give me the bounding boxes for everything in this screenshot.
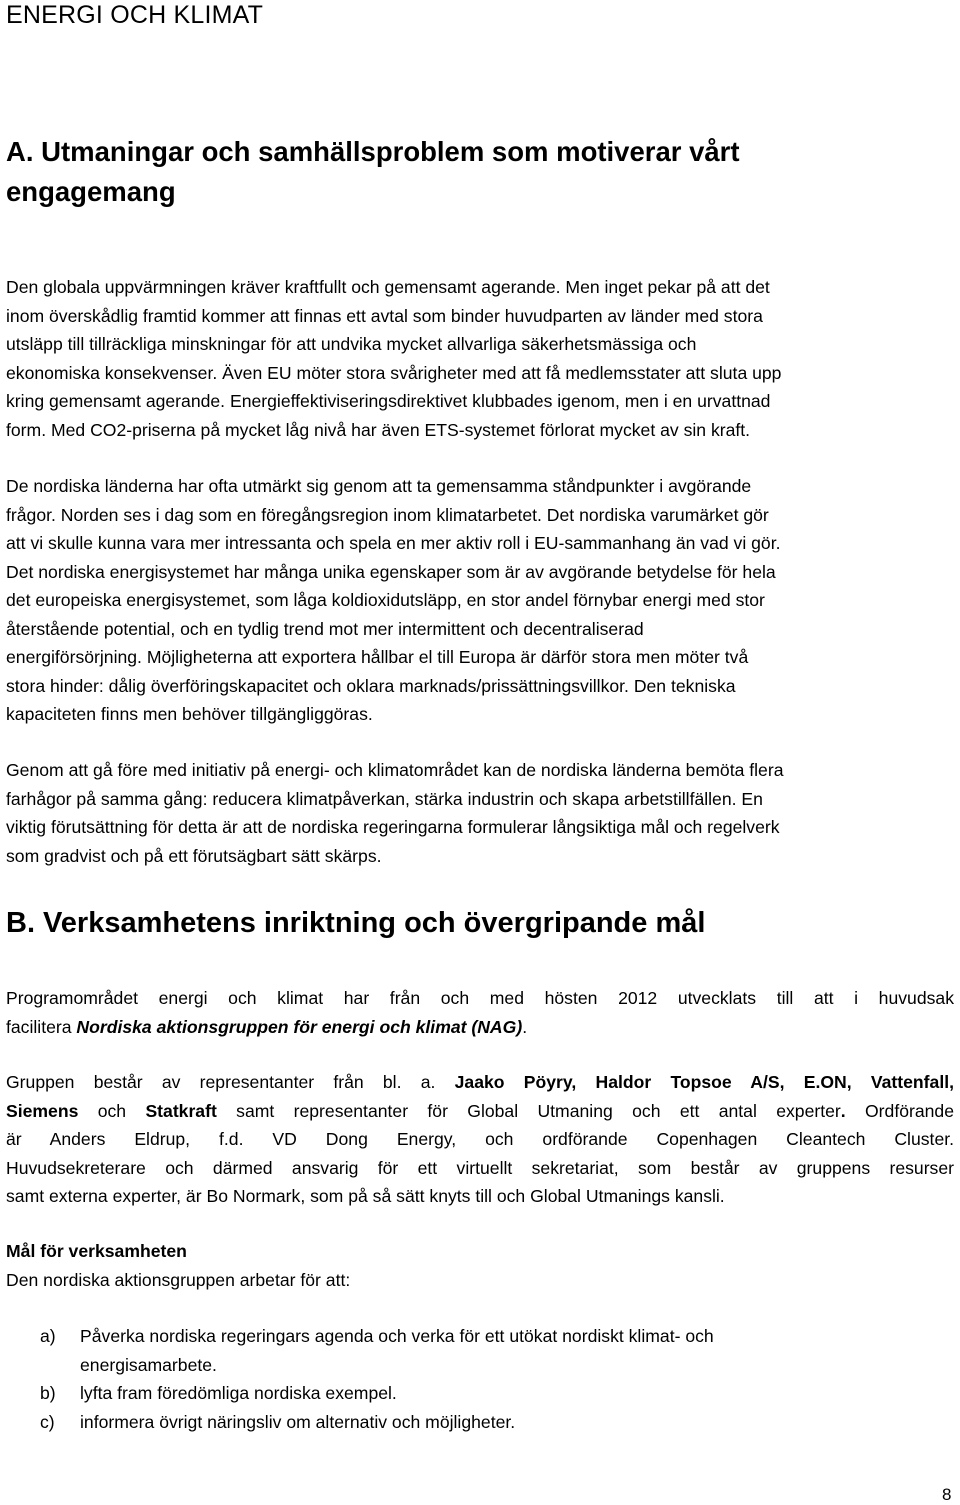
- goals-intro: Den nordiska aktionsgruppen arbetar för att:: [6, 1269, 351, 1290]
- text-line: Huvudsekreterare och därmed ansvarig för ett virtuellt sekretariat, som består av gruppens resurser: [6, 1157, 954, 1178]
- text-line: Det nordiska energisystemet har många unika egenskaper som är av avgörande betydelse för hela: [6, 561, 776, 582]
- member-companies: Jaako Pöyry, Haldor Topsoe A/S, E.ON, Vattenfall,: [454, 1072, 954, 1092]
- text-line: [6, 1097, 954, 1126]
- text-line: ekonomiska konsekvenser. Även EU möter stora svårigheter med att få medlemsstater att sluta upp: [6, 362, 782, 383]
- section-b-paragraph-1: [6, 984, 954, 1041]
- text-line: det europeiska energisystemet, som låga koldioxidutsläpp, en stor andel förnybar energi med stor: [6, 590, 765, 610]
- text-line: viktig förutsättning för detta är att de nordiska regeringarna formulerar långsiktiga mål och regelverk: [6, 817, 780, 837]
- document-title: ENERGI OCH KLIMAT: [6, 1, 264, 29]
- list-item: [40, 1408, 714, 1437]
- list-marker: b): [40, 1383, 56, 1403]
- list-item-line: informera övrigt näringsliv om alternativ och möjligheter.: [80, 1411, 516, 1432]
- goals-heading: Mål för verksamheten: [6, 1241, 187, 1261]
- text-line: Programområdet energi och klimat har från och med hösten 2012 utvecklats till att i huvudsak: [6, 988, 954, 1008]
- text-line: kring gemensamt agerande. Energieffektiviseringsdirektivet klubbades igenom, men i en urvattnad: [6, 391, 771, 411]
- text-line: Den globala uppvärmningen kräver kraftfullt och gemensamt agerande. Men inget pekar på att det: [6, 277, 770, 297]
- text-line: kapaciteten finns men behöver tillgängliggöras.: [6, 704, 373, 724]
- text-line: att vi skulle kunna vara mer intressanta och spela en mer aktiv roll i EU-sammanhang än vad vi gör.: [6, 533, 781, 553]
- text-line: inom överskådlig framtid kommer att finnas ett avtal som binder huvudparten av länder med stora: [6, 305, 763, 326]
- text-run: .: [840, 1100, 846, 1121]
- section-a-paragraph-1: [6, 273, 781, 444]
- list-marker: a): [40, 1326, 56, 1346]
- text-run: och: [78, 1100, 146, 1121]
- list-item-line: lyfta fram föredömliga nordiska exempel.: [80, 1383, 397, 1403]
- text-line: De nordiska länderna har ofta utmärkt sig genom att ta gemensamma ståndpunkter i avgörande: [6, 476, 752, 496]
- list-item: [40, 1379, 714, 1408]
- text-run: .: [522, 1016, 528, 1037]
- member-statkraft: Statkraft: [145, 1100, 217, 1121]
- text-run: Gruppen består av representanter från bl. a.: [6, 1072, 455, 1092]
- text-line: farhågor på samma gång: reducera klimatpåverkan, stärka industrin och skapa arbetstillfällen. En: [6, 788, 763, 809]
- list-item-line: energisamarbete.: [80, 1354, 217, 1375]
- text-line: form. Med CO2-priserna på mycket låg nivå har även ETS-systemet förlorat mycket av sin kraft.: [6, 419, 751, 440]
- section-a-paragraph-2: [6, 472, 781, 729]
- section-b-paragraph-2: [6, 1068, 954, 1211]
- section-a-heading-line-2: engagemang: [6, 176, 176, 207]
- text-line: Genom att gå före med initiativ på energi- och klimatområdet kan de nordiska länderna bemöta flera: [6, 760, 784, 780]
- section-a-heading-line-1: A. Utmaningar och samhällsproblem som motiverar vårt: [6, 136, 740, 167]
- text-run: Ordförande: [845, 1100, 954, 1121]
- page-number: 8: [942, 1485, 952, 1504]
- text-line: stora hinder: dålig överföringskapacitet och oklara marknads/prissättningsvillkor. Den tekniska: [6, 675, 736, 696]
- list-marker: c): [40, 1411, 55, 1432]
- section-b-heading: B. Verksamhetens inriktning och övergripande mål: [6, 907, 706, 939]
- goals-block: [6, 1237, 350, 1294]
- member-siemens: Siemens: [6, 1100, 79, 1121]
- text-line: som gradvist och på ett förutsägbart sätt skärps.: [6, 845, 382, 866]
- text-line: är Anders Eldrup, f.d. VD Dong Energy, och ordförande Copenhagen Cleantech Cluster.: [6, 1129, 954, 1149]
- text-line: samt externa experter, är Bo Normark, som på så sätt knyts till och Global Utmanings kansli.: [6, 1186, 725, 1206]
- section-a-paragraph-3: [6, 756, 783, 870]
- text-line: energiförsörjning. Möjligheterna att exportera hållbar el till Europa är därför stora men möter två: [6, 647, 749, 667]
- list-item-line: Påverka nordiska regeringars agenda och verka för ett utökat nordiskt klimat- och: [80, 1326, 714, 1346]
- text-line: [6, 1068, 954, 1097]
- section-a-heading: [6, 132, 740, 212]
- text-run: samt representanter för Global Utmaning och ett antal experter: [216, 1100, 841, 1121]
- text-line: återstående potential, och en tydlig trend mot mer intermittent och decentraliserad: [6, 618, 644, 639]
- text-line: utsläpp till tillräckliga minskningar för att undvika mycket allvarliga säkerhetsmässiga och: [6, 334, 697, 354]
- text-line: frågor. Norden ses i dag som en föregångsregion inom klimatarbetet. Det nordiska varumärket gör: [6, 504, 769, 525]
- emphasis-nag: Nordiska aktionsgruppen för energi och klimat (NAG): [76, 1016, 523, 1037]
- list-item: [40, 1322, 714, 1379]
- text-run: facilitera: [6, 1016, 77, 1037]
- text-line: [6, 1013, 954, 1042]
- goals-list: [40, 1322, 714, 1436]
